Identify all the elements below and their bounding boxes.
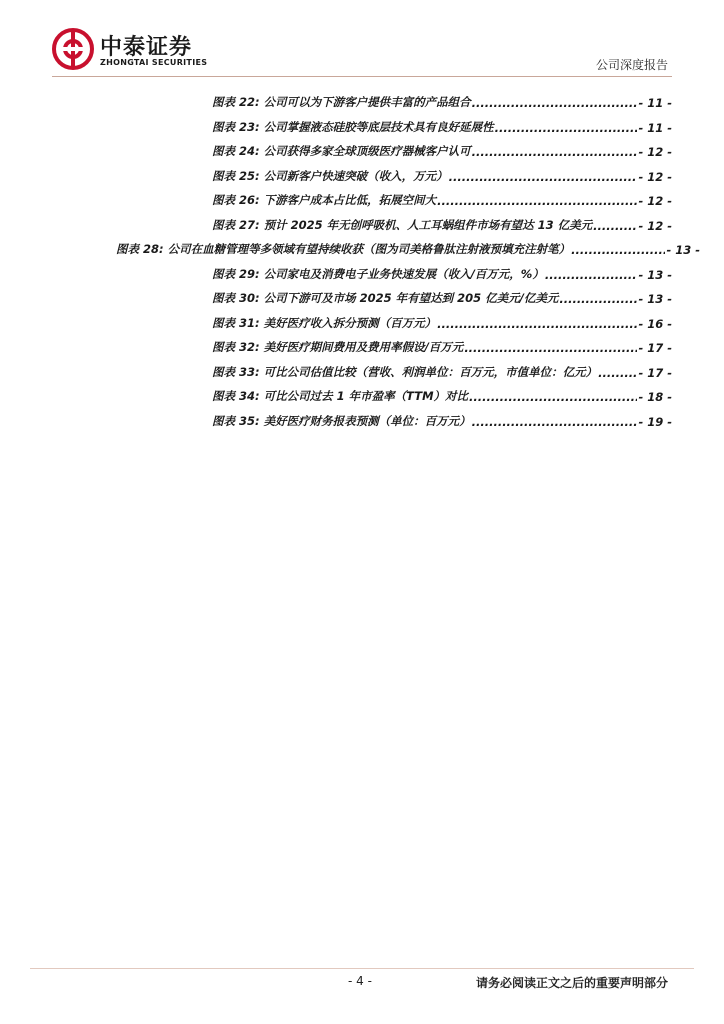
toc-entry-page: - 13 - xyxy=(638,292,672,306)
toc-entry-title: 公司家电及消费电子业务快速发展（收入/百万元，%） xyxy=(263,266,544,281)
toc-entry-label: 图表 29: xyxy=(212,266,260,281)
toc-entry-title: 可比公司估值比较（营收、利润单位：百万元，市值单位：亿元） xyxy=(263,364,598,379)
toc-entry-page: - 12 - xyxy=(638,218,672,233)
toc-entry-label: 图表 25: xyxy=(212,168,260,183)
toc-entry-label: 图表 22: xyxy=(212,95,260,109)
toc-entry-title: 下游客户成本占比低，拓展空间大 xyxy=(263,193,437,207)
toc-entry-title: 美好医疗财务报表预测（单位：百万元） xyxy=(263,413,471,428)
toc-entry-page: - 18 - xyxy=(638,390,672,404)
toc-entry-label: 图表 23: xyxy=(212,119,260,134)
toc-entry-title: 公司在血糖管理等多领域有望持续收获（图为司美格鲁肽注射液预填充注射笔） xyxy=(167,242,571,256)
toc-entry[interactable] xyxy=(212,264,672,282)
toc-dot-leader xyxy=(437,317,637,331)
toc-entry-page: - 12 - xyxy=(638,194,672,208)
toc-entry[interactable] xyxy=(116,239,700,257)
toc-entry-label: 图表 26: xyxy=(212,193,260,207)
toc-entry[interactable] xyxy=(212,313,672,331)
toc-entry[interactable] xyxy=(212,215,672,233)
toc-entry-page: - 12 - xyxy=(638,145,672,159)
toc-dot-leader xyxy=(464,341,637,355)
company-logo xyxy=(52,28,252,74)
toc-entry-title: 公司可以为下游客户提供丰富的产品组合 xyxy=(263,95,471,109)
toc-dot-leader xyxy=(472,415,638,429)
toc-dot-leader xyxy=(437,194,637,208)
toc-entry-label: 图表 28: xyxy=(116,242,164,256)
toc-entry-title: 可比公司过去 1 年市盈率（TTM）对比 xyxy=(263,389,469,403)
toc-entry[interactable] xyxy=(212,362,672,380)
toc-entry-title: 美好医疗期间费用及费用率假设/百万元 xyxy=(263,340,464,354)
toc-entry-title: 预计 2025 年无创呼吸机、人工耳蜗组件市场有望达 13 亿美元 xyxy=(263,217,593,232)
toc-dot-leader xyxy=(545,268,638,282)
toc-entry-page: - 12 - xyxy=(638,169,672,184)
toc-entry-page: - 11 - xyxy=(638,96,672,110)
toc-entry[interactable] xyxy=(212,92,672,110)
header-divider xyxy=(52,76,672,77)
toc-dot-leader xyxy=(472,96,638,110)
footer-divider xyxy=(30,968,694,969)
toc-entry-page: - 13 - xyxy=(666,243,700,257)
toc-entry-page: - 13 - xyxy=(638,267,672,282)
toc-entry-label: 图表 27: xyxy=(212,217,260,232)
toc-entry-page: - 11 - xyxy=(638,120,672,135)
toc-entry[interactable] xyxy=(212,386,672,404)
toc-entry-page: - 19 - xyxy=(638,414,672,429)
toc-dot-leader xyxy=(469,390,637,404)
toc-entry-label: 图表 30: xyxy=(212,291,260,305)
toc-dot-leader xyxy=(449,170,638,184)
toc-entry-page: - 16 - xyxy=(638,316,672,331)
zhongtai-logo-icon xyxy=(52,28,94,70)
toc-entry[interactable] xyxy=(212,411,672,429)
toc-entry-label: 图表 34: xyxy=(212,389,260,403)
footer-disclaimer: 请务必阅读正文之后的重要声明部分 xyxy=(475,976,668,990)
page-header xyxy=(0,0,724,80)
logo-chinese-name: 中泰证券 xyxy=(100,35,193,60)
toc-entry-label: 图表 35: xyxy=(212,413,260,428)
toc-dot-leader xyxy=(559,292,637,306)
toc-entry[interactable] xyxy=(212,166,672,184)
toc-dot-leader xyxy=(593,219,637,233)
toc-entry-label: 图表 31: xyxy=(212,315,260,330)
toc-entry-title: 美好医疗收入拆分预测（百万元） xyxy=(263,315,437,330)
toc-entry-label: 图表 33: xyxy=(212,364,260,379)
toc-entry[interactable] xyxy=(212,141,672,159)
page-number: - 4 - xyxy=(348,974,372,988)
toc-dot-leader xyxy=(598,366,637,380)
toc-entry[interactable] xyxy=(212,337,672,355)
toc-entry-page: - 17 - xyxy=(638,365,672,380)
toc-entry-label: 图表 32: xyxy=(212,340,260,354)
toc-dot-leader xyxy=(472,145,638,159)
toc-entry-title: 公司获得多家全球顶级医疗器械客户认可 xyxy=(263,144,471,158)
toc-dot-leader xyxy=(495,121,638,135)
toc-entry-title: 公司掌握液态硅胶等底层技术具有良好延展性 xyxy=(263,119,494,134)
toc-entry[interactable] xyxy=(212,190,672,208)
toc-entry-title: 公司下游可及市场 2025 年有望达到 205 亿美元/亿美元 xyxy=(263,291,559,305)
logo-english-name: ZHONGTAI SECURITIES xyxy=(100,58,208,67)
report-type: 公司深度报告 xyxy=(595,58,668,72)
toc-dot-leader xyxy=(571,243,665,257)
toc-entry-title: 公司新客户快速突破（收入，万元） xyxy=(263,168,448,183)
toc-entry-page: - 17 - xyxy=(638,341,672,355)
toc-entry-label: 图表 24: xyxy=(212,144,260,158)
toc-entry[interactable] xyxy=(212,288,672,306)
toc-entry[interactable] xyxy=(212,117,672,135)
